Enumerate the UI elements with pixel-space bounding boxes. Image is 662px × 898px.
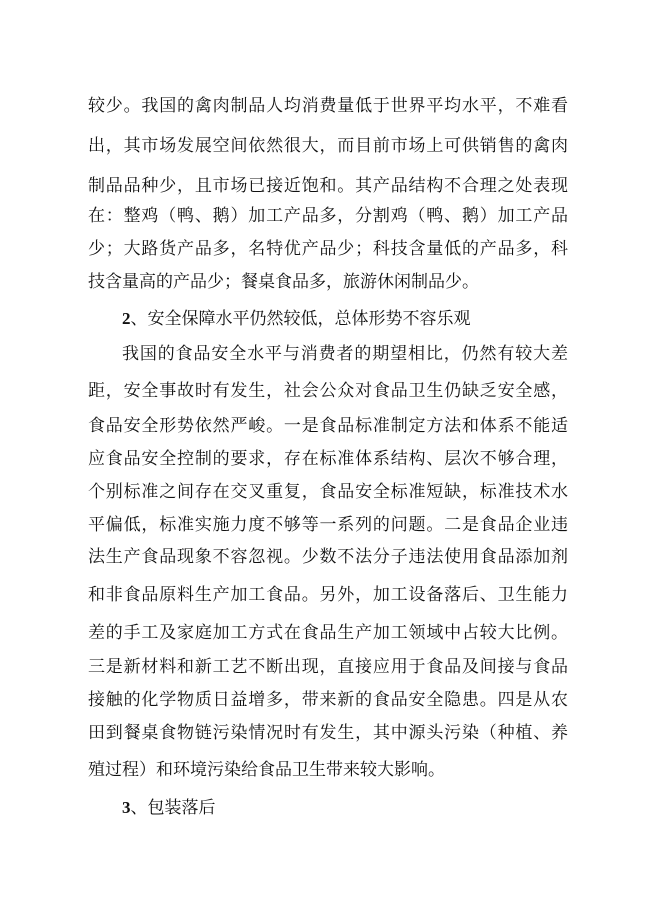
text-line: 制品品种少，且市场已接近饱和。其产品结构不合理之处表现 xyxy=(88,176,568,196)
section-heading-2 xyxy=(122,308,471,330)
text-line: 我国的食品安全水平与消费者的期望相比，仍然有较大差 xyxy=(122,344,568,364)
text-line: 平偏低，标准实施力度不够等一系列的问题。二是食品企业违 xyxy=(88,515,568,535)
text-line: 差的手工及家庭加工方式在食品生产加工领域中占较大比例。 xyxy=(88,623,568,643)
section-title: 、安全保障水平仍然较低，总体形势不容乐观 xyxy=(130,309,471,329)
section-number: 3 xyxy=(122,798,131,817)
text-line: 接触的化学物质日益增多，带来新的食品安全隐患。四是从农 xyxy=(88,690,568,710)
text-line: 三是新材料和新工艺不断出现，直接应用于食品及间接与食品 xyxy=(88,657,568,677)
section-heading-3 xyxy=(122,797,216,819)
text-line: 较少。我国的禽肉制品人均消费量低于世界平均水平，不难看 xyxy=(88,96,568,116)
text-line: 个别标准之间存在交叉重复，食品安全标准短缺，标准技术水 xyxy=(88,482,568,502)
text-line: 出，其市场发展空间依然很大，而目前市场上可供销售的禽肉 xyxy=(88,136,568,156)
text-line: 距，安全事故时有发生，社会公众对食品卫生仍缺乏安全感， xyxy=(88,381,568,401)
text-line: 法生产食品现象不容忽视。少数不法分子违法使用食品添加剂 xyxy=(88,547,568,567)
text-line: 技含量高的产品少；餐桌食品多，旅游休闲制品少。 xyxy=(88,272,479,292)
section-title: 、包装落后 xyxy=(130,798,216,818)
text-line: 和非食品原料生产加工食品。另外，加工设备落后、卫生能力 xyxy=(88,585,568,605)
text-line: 少；大路货产品多，名特优产品少；科技含量低的产品多，科 xyxy=(88,239,568,259)
text-line: 殖过程）和环境污染给食品卫生带来较大影响。 xyxy=(88,760,445,780)
section-number: 2 xyxy=(122,309,131,328)
text-line: 在：整鸡（鸭、鹅）加工产品多，分割鸡（鸭、鹅）加工产品 xyxy=(88,206,568,226)
text-line: 应食品安全控制的要求，存在标准体系结构、层次不够合理， xyxy=(88,449,568,469)
text-line: 食品安全形势依然严峻。一是食品标准制定方法和体系不能适 xyxy=(88,416,568,436)
text-line: 田到餐桌食物链污染情况时有发生，其中源头污染（种植、养 xyxy=(88,723,568,743)
